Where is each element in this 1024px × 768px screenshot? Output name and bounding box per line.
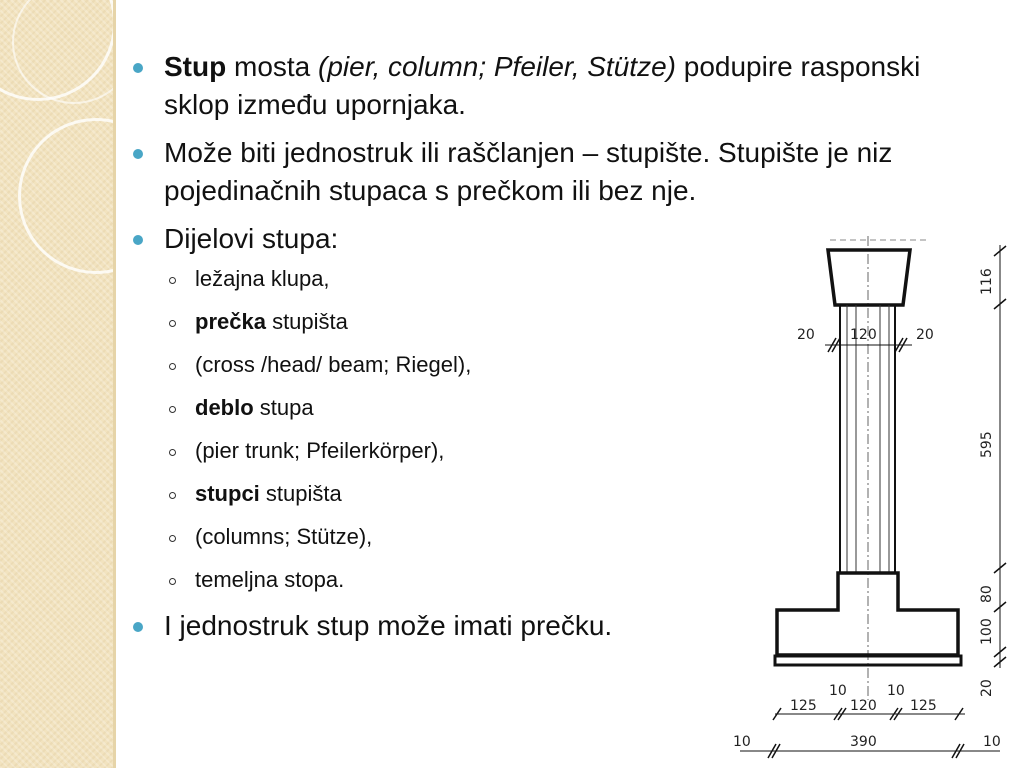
dim-label: 125 (790, 698, 817, 714)
sub-item-text: stupišta (265, 309, 348, 334)
dim-label: 116 (979, 268, 995, 295)
sub-item-text: (pier trunk; Pfeilerkörper), (195, 438, 445, 463)
dim-label: 80 (979, 585, 995, 603)
dim-label: 10 (733, 734, 751, 750)
pier-drawing (728, 236, 1024, 768)
sub-bullet-ring (169, 363, 176, 370)
sub-item-term: prečka (195, 309, 266, 334)
decorative-sidebar (0, 0, 113, 768)
sub-bullet-ring (169, 406, 176, 413)
dim-label: 10 (829, 683, 847, 699)
dim-label: 595 (979, 431, 995, 458)
dim-label: 10 (983, 734, 1001, 750)
sub-bullet-ring (169, 535, 176, 542)
bullet-jednostruk-precka: I jednostruk stup može imati prečku. (130, 607, 980, 645)
dim-label: 20 (797, 327, 815, 343)
sidebar-divider (113, 0, 116, 768)
decorative-circle (18, 118, 113, 274)
bullet-stup: Stup mosta (pier, column; Pfeiler, Stütze) podupire rasponski sklop između upornjaka. (130, 48, 980, 124)
dim-label: 20 (916, 327, 934, 343)
bullet-dot (133, 63, 143, 73)
dim-label: 10 (887, 683, 905, 699)
sub-item-text: (columns; Stütze), (195, 524, 373, 549)
bullet-dot (133, 235, 143, 245)
dim-label: 100 (979, 618, 995, 645)
dim-label: 120 (850, 327, 877, 343)
bullet-jednostruk: Može biti jednostruk ili raščlanjen – stupište. Stupište je niz pojedinačnih stupaca s prečkom ili bez nje. (130, 134, 984, 210)
sub-item-text: stupišta (259, 481, 342, 506)
term-stup: Stup (164, 51, 227, 82)
dim-label: 390 (850, 734, 877, 750)
dim-label: 120 (850, 698, 877, 714)
bullet-dot (133, 149, 143, 159)
sub-bullet-ring (169, 320, 176, 327)
sub-bullet-ring (169, 492, 176, 499)
sub-item-text: temeljna stopa. (195, 567, 345, 592)
sub-bullet-ring (169, 277, 176, 284)
sub-item-text: ležajna klupa, (195, 266, 330, 291)
dim-label: 20 (979, 679, 995, 697)
sub-bullet-ring (169, 449, 176, 456)
translation: (pier, column; Pfeiler, Stütze) (318, 51, 676, 82)
bullet-dot (133, 622, 143, 632)
dim-label: 125 (910, 698, 937, 714)
sub-item-term: deblo (195, 395, 254, 420)
sub-item-text: stupa (253, 395, 314, 420)
sub-item-term: stupci (195, 481, 260, 506)
sub-bullet-ring (169, 578, 176, 585)
sub-item-text: (cross /head/ beam; Riegel), (195, 352, 472, 377)
bullet-dijelovi: Dijelovi stupa: (130, 220, 980, 258)
